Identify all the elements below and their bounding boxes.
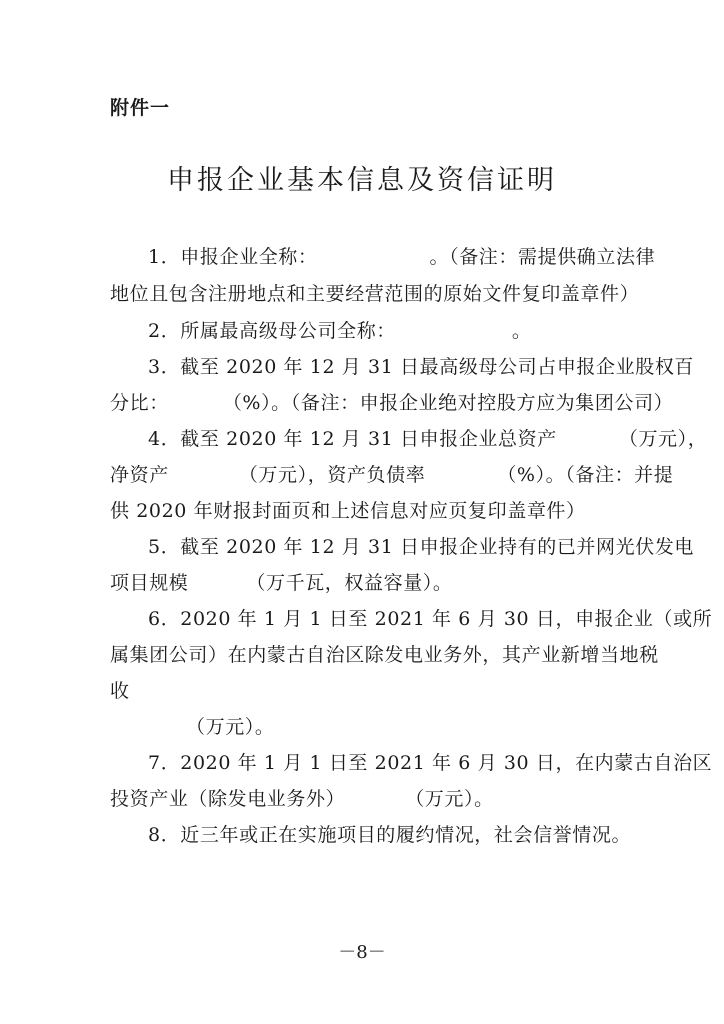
item-6-line-2: 属集团公司）在内蒙古自治区除发电业务外，其产业新增当地税 xyxy=(110,644,659,666)
item-4-line-1 xyxy=(148,424,707,451)
item-5-label: 项目规模 xyxy=(110,572,189,594)
item-1-line-2: 地位且包含注册地点和主要经营范围的原始文件复印盖章件） xyxy=(110,283,640,305)
item-5-line-1: 5．截至 2020 年 12 月 31 日申报企业持有的已并网光伏发电 xyxy=(148,536,695,558)
item-2-line-1 xyxy=(148,316,532,343)
item-3-line-1: 3．截至 2020 年 12 月 31 日最高级母公司占申报企业股权百 xyxy=(148,356,695,378)
item-7-label: 投资产业（除发电业务外） xyxy=(110,788,346,810)
item-4-net-assets-label: 净资产 xyxy=(110,464,169,486)
item-1-note: 。（备注：需提供确立法律 xyxy=(429,246,656,268)
item-4-label: 4．截至 2020 年 12 月 31 日申报企业总资产 xyxy=(148,428,557,450)
item-6-line-1: 6．2020 年 1 月 1 日至 2021 年 6 月 30 日，申报企业（或所 xyxy=(148,608,713,630)
item-1-line-1 xyxy=(148,242,655,269)
item-8-line-1: 8．近三年或正在实施项目的履约情况，社会信誉情况。 xyxy=(148,824,632,846)
item-5-unit: （万千瓦，权益容量）。 xyxy=(246,572,453,594)
item-4-unit: （万元）， xyxy=(618,428,708,450)
item-4-line-3: 供 2020 年财报封面页和上述信息对应页复印盖章件） xyxy=(110,500,586,522)
item-4-debt-label: （万元），资产负债率 xyxy=(238,464,426,486)
item-5-line-2 xyxy=(110,568,453,595)
page-title: 申报企业基本信息及资信证明 xyxy=(167,165,557,196)
page-number: －8－ xyxy=(338,942,386,963)
item-2-end: 。 xyxy=(511,320,532,342)
item-1-label: 1．申报企业全称： xyxy=(148,246,318,268)
item-4-line-2 xyxy=(110,460,673,487)
item-3-line-2 xyxy=(110,388,673,415)
item-7-line-1: 7．2020 年 1 月 1 日至 2021 年 6 月 30 日，在内蒙古自治区 xyxy=(148,752,713,774)
item-6-line-4: （万元）。 xyxy=(186,716,275,738)
item-2-label: 2．所属最高级母公司全称： xyxy=(148,320,396,342)
attachment-label: 附件一 xyxy=(110,97,171,119)
item-7-line-2 xyxy=(110,784,494,811)
item-6-line-3: 收 xyxy=(110,680,130,702)
item-3-note: （%）。（备注：申报企业绝对控股方应为集团公司） xyxy=(222,392,674,414)
item-4-note: （%）。（备注：并提 xyxy=(497,464,674,486)
item-7-unit: （万元）。 xyxy=(405,788,494,810)
item-3-label: 分比： xyxy=(110,392,169,414)
